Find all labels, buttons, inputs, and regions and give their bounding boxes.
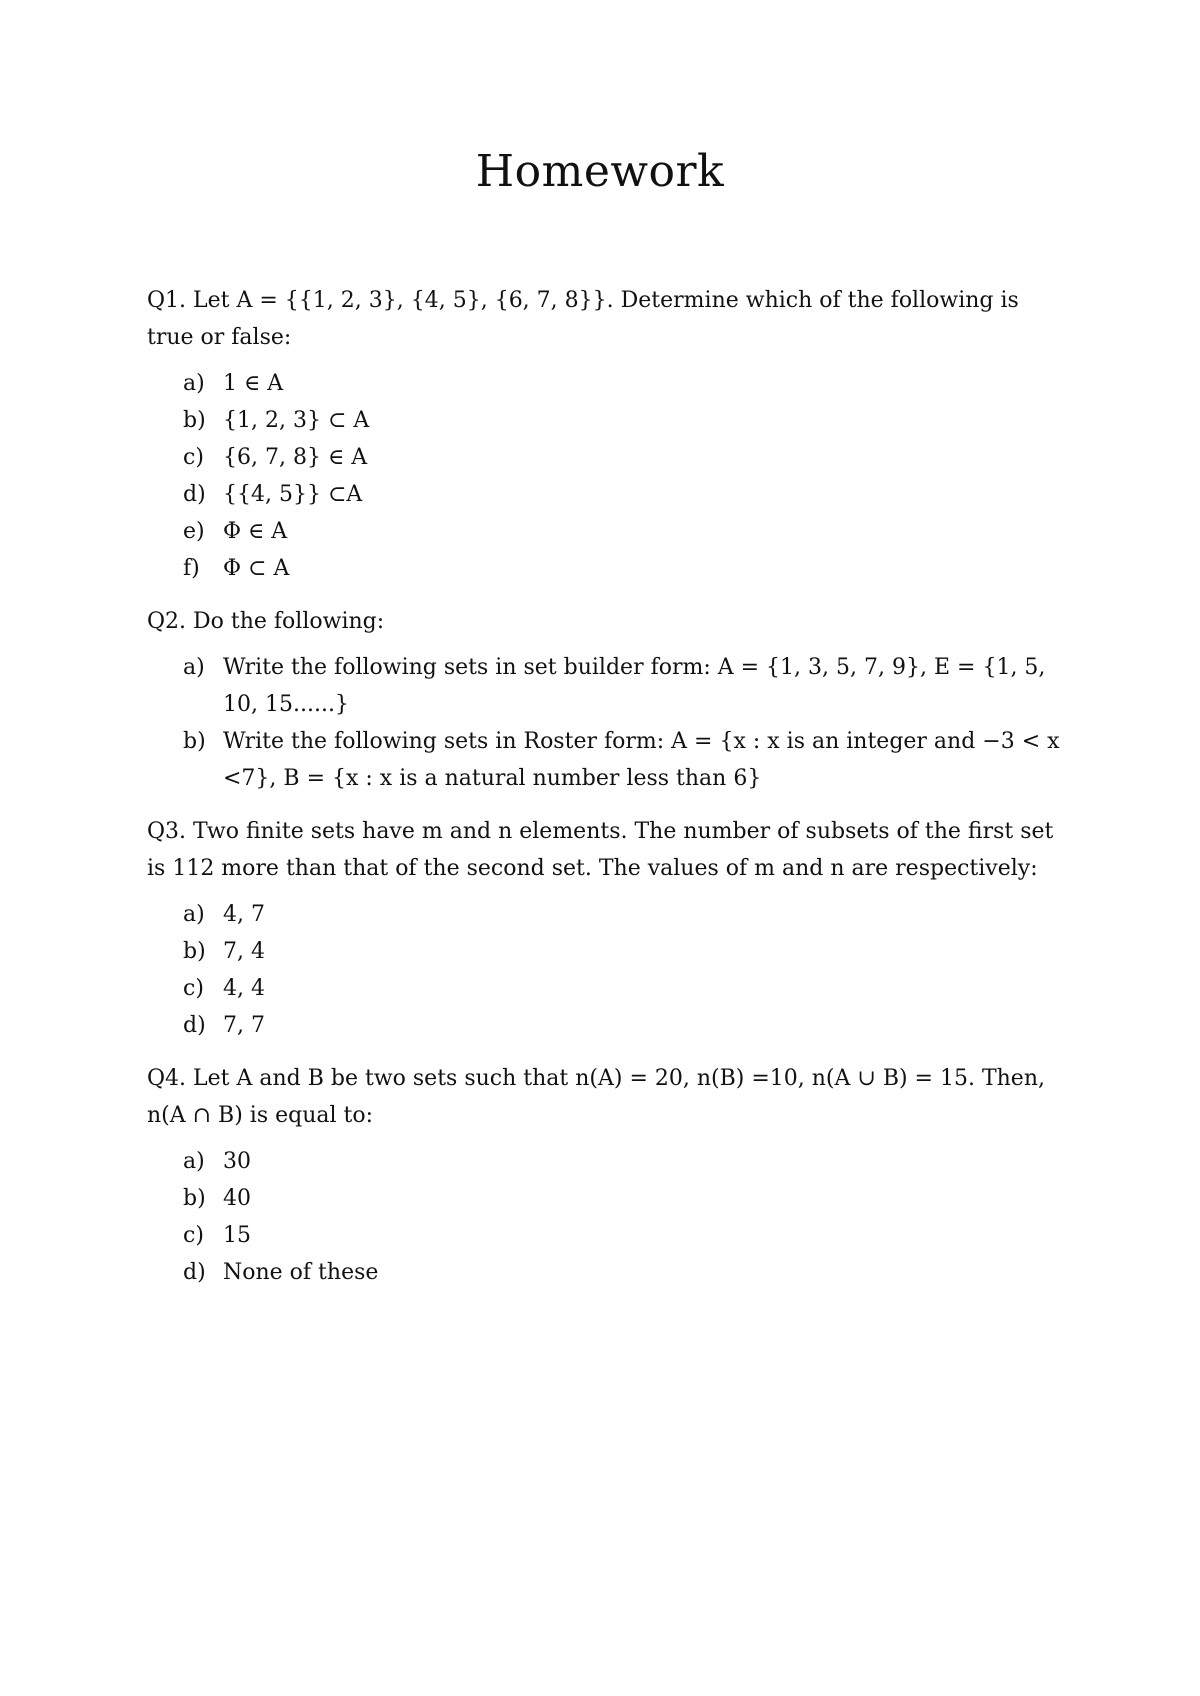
option-list	[147, 365, 1067, 587]
option-text: 7, 7	[223, 1013, 265, 1038]
option-label: c)	[183, 445, 204, 470]
option-label: b)	[183, 408, 206, 433]
option-item	[147, 970, 1067, 1007]
question-text: Q1. Let A = {{1, 2, 3}, {4, 5}, {6, 7, 8}}. Determine which of the following is true or false:	[147, 288, 1019, 350]
option-item	[147, 513, 1067, 550]
question-3	[147, 813, 1067, 1044]
option-label: c)	[183, 976, 204, 1001]
option-text: None of these	[223, 1260, 379, 1285]
option-item	[147, 933, 1067, 970]
option-text: 7, 4	[223, 939, 265, 964]
option-label: f)	[183, 556, 200, 581]
option-item	[147, 402, 1067, 439]
question-text: Q3. Two finite sets have m and n elements. The number of subsets of the first set is 112 more than that of the second set. The values of m and n are respectively:	[147, 819, 1054, 881]
option-item	[147, 476, 1067, 513]
option-text: Write the following sets in Roster form: A = {x : x is an integer and −3 < x <7}, B = {x : x is a natural number less than 6}	[223, 729, 1060, 791]
option-label: b)	[183, 1186, 206, 1211]
question-4	[147, 1060, 1067, 1291]
option-item	[147, 1217, 1067, 1254]
option-text: {1, 2, 3} ⊂ A	[223, 408, 370, 433]
option-text: 15	[223, 1223, 251, 1248]
question-text: Q4. Let A and B be two sets such that n(A) = 20, n(B) =10, n(A ∪ B) = 15. Then, n(A ∩ B) is equal to:	[147, 1066, 1045, 1128]
option-text: {6, 7, 8} ∈ A	[223, 445, 368, 470]
option-item	[147, 365, 1067, 402]
option-list	[147, 896, 1067, 1044]
option-list	[147, 649, 1067, 797]
question-1	[147, 282, 1067, 587]
option-label: b)	[183, 939, 206, 964]
question-text: Q2. Do the following:	[147, 609, 385, 634]
option-label: a)	[183, 655, 205, 680]
option-item	[147, 649, 1067, 723]
option-item	[147, 1254, 1067, 1291]
option-label: e)	[183, 519, 205, 544]
option-label: a)	[183, 1149, 205, 1174]
homework-body	[147, 282, 1067, 1291]
option-text: 4, 7	[223, 902, 265, 927]
option-text: 1 ∈ A	[223, 371, 284, 396]
option-text: Write the following sets in set builder form: A = {1, 3, 5, 7, 9}, E = {1, 5, 10, 15......}	[223, 655, 1046, 717]
option-text: Φ ∈ A	[223, 519, 288, 544]
option-text: Φ ⊂ A	[223, 556, 290, 581]
option-item	[147, 896, 1067, 933]
option-label: d)	[183, 1013, 206, 1038]
option-label: c)	[183, 1223, 204, 1248]
option-item	[147, 723, 1067, 797]
option-text: 4, 4	[223, 976, 265, 1001]
option-label: d)	[183, 1260, 206, 1285]
option-text: {{4, 5}} ⊂A	[223, 482, 363, 507]
option-item	[147, 439, 1067, 476]
option-text: 30	[223, 1149, 251, 1174]
option-item	[147, 1143, 1067, 1180]
question-2	[147, 603, 1067, 797]
option-label: a)	[183, 371, 205, 396]
option-label: a)	[183, 902, 205, 927]
option-list	[147, 1143, 1067, 1291]
option-label: d)	[183, 482, 206, 507]
option-text: 40	[223, 1186, 251, 1211]
option-item	[147, 1180, 1067, 1217]
option-label: b)	[183, 729, 206, 754]
page-title: Homework	[475, 146, 725, 197]
option-item	[147, 550, 1067, 587]
option-item	[147, 1007, 1067, 1044]
